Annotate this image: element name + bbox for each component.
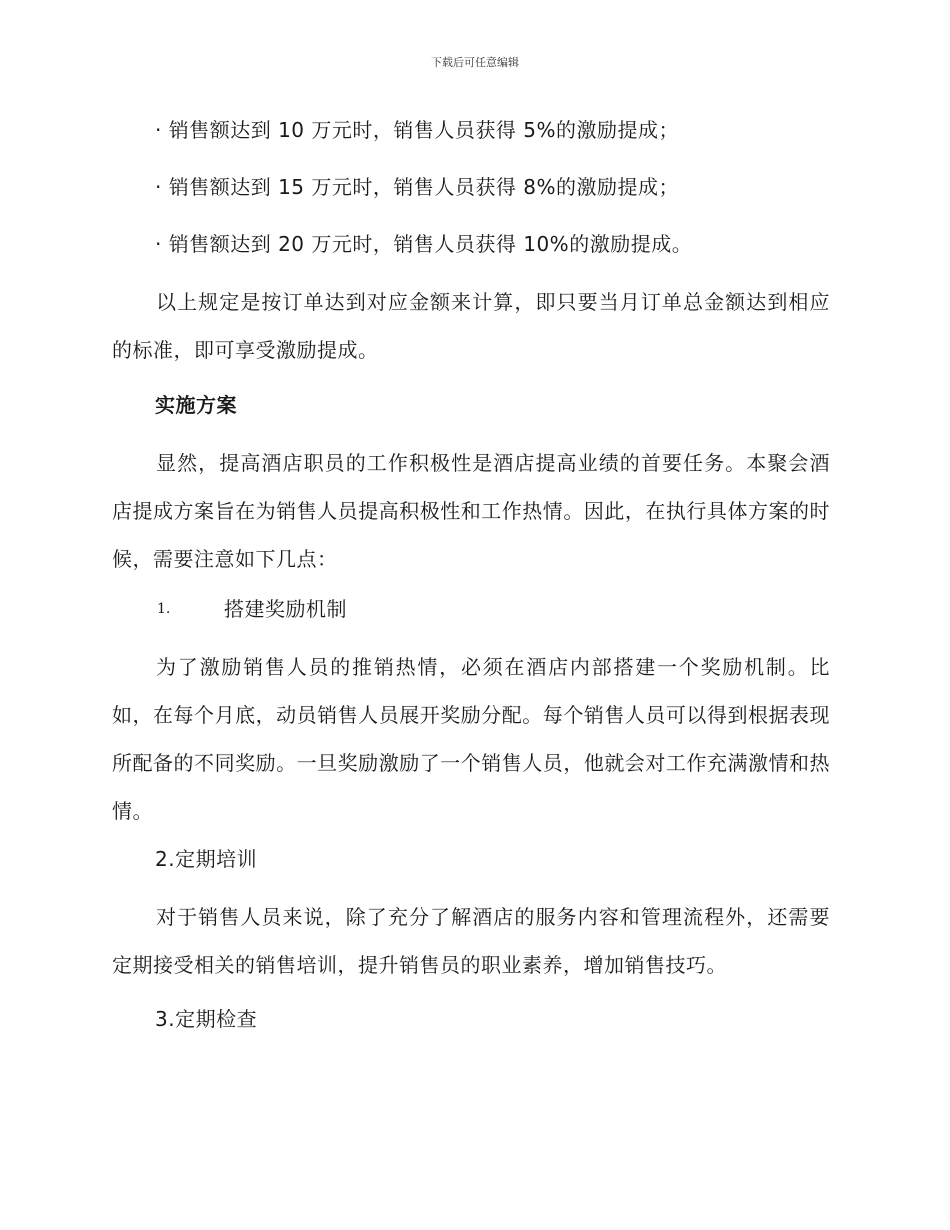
bullet-item-2: · 销售额达到 15 万元时，销售人员获得 8%的激励提成； — [155, 175, 679, 199]
bullet-item-3: · 销售额达到 20 万元时，销售人员获得 10%的激励提成。 — [155, 232, 693, 256]
item2-title: 2.定期培训 — [155, 847, 258, 871]
intro-paragraph: 显然，提高酒店职员的工作积极性是酒店提高业绩的首要任务。本聚会酒店提成方案旨在为销售人员提高积极性和工作热情。因此，在执行具体方案的时候，需要注意如下几点： — [112, 451, 830, 571]
item1-title: 搭建奖励机制 — [224, 597, 347, 621]
item1-body-paragraph: 为了激励销售人员的推销热情，必须在酒店内部搭建一个奖励机制。比如，在每个月底，动员销售人员展开奖励分配。每个销售人员可以得到根据表现所配备的不同奖励。一旦奖励激励了一个销售人员，他就会对工作充满激情和热情。 — [112, 655, 830, 823]
header-note: 下载后可任意编辑 — [431, 56, 519, 69]
item2-body-paragraph: 对于销售人员来说，除了充分了解酒店的服务内容和管理流程外，还需要定期接受相关的销售培训，提升销售员的职业素养，增加销售技巧。 — [112, 905, 830, 977]
list-number-1: 1. — [157, 601, 171, 617]
item3-title: 3.定期检查 — [155, 1007, 258, 1031]
rule-note-paragraph: 以上规定是按订单达到对应金额来计算，即只要当月订单总金额达到相应的标准，即可享受激励提成。 — [112, 290, 830, 362]
bullet-item-1: · 销售额达到 10 万元时，销售人员获得 5%的激励提成； — [155, 118, 679, 142]
section-title: 实施方案 — [155, 393, 237, 417]
